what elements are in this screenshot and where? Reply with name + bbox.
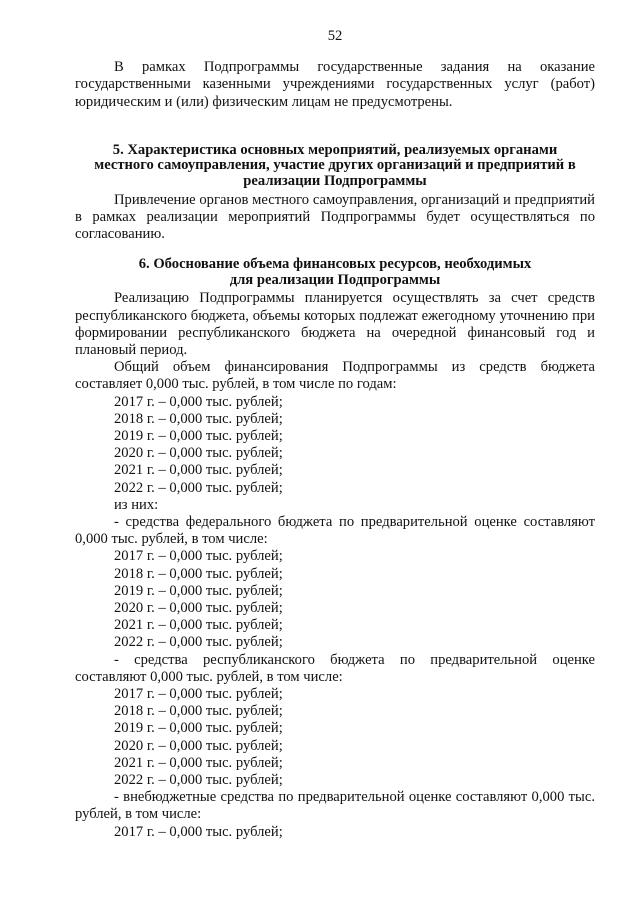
list-item: 2018 г. – 0,000 тыс. рублей; <box>114 703 283 720</box>
list-item: 2019 г. – 0,000 тыс. рублей; <box>114 428 283 445</box>
document-page <box>75 28 595 841</box>
list-item: 2020 г. – 0,000 тыс. рублей; <box>114 737 283 754</box>
republic-years-list <box>75 686 595 789</box>
list-item: 2017 г. – 0,000 тыс. рублей; <box>114 548 283 565</box>
section-5-heading-line: реализации Подпрограммы <box>243 173 427 189</box>
section-5-heading-line: 5. Характеристика основных мероприятий, реализуемых органами <box>112 141 558 158</box>
list-item: 2021 г. – 0,000 тыс. рублей; <box>114 462 283 479</box>
list-item: 2019 г. – 0,000 тыс. рублей; <box>114 582 283 599</box>
total-years-list <box>75 394 595 497</box>
page-number: 52 <box>327 28 343 44</box>
list-item: 2018 г. – 0,000 тыс. рублей; <box>114 565 283 582</box>
section-6-heading-line: для реализации Подпрограммы <box>229 271 441 288</box>
list-item: 2019 г. – 0,000 тыс. рублей; <box>114 720 283 737</box>
section-5-paragraph: Привлечение органов местного самоуправления, организаций и предприятий в рамках реализации мероприятий Подпрограммы будет осуществляться по согласованию. <box>75 191 595 242</box>
section-6-paragraph-funding-source: Реализацию Подпрограммы планируется осуществлять за счет средств республиканского бюджета, объемы которых подлежат ежегодному уточнению при формировании республиканского бюджета на очередной финансовый год и плановый период. <box>75 290 595 358</box>
list-item: 2021 г. – 0,000 тыс. рублей; <box>114 754 283 771</box>
list-item: 2017 г. – 0,000 тыс. рублей; <box>114 823 283 840</box>
intro-paragraph: В рамках Подпрограммы государственные задания на оказание государственными казенными учреждениями государственных услуг (работ) юридическим и (или) физическим лицам не предусмотрены. <box>75 59 595 110</box>
extrabudget-years-list <box>75 824 595 841</box>
list-item: 2022 г. – 0,000 тыс. рублей; <box>114 634 283 651</box>
section-5-heading-line: местного самоуправления, участие других организаций и предприятий в <box>94 157 576 174</box>
list-item: 2017 г. – 0,000 тыс. рублей; <box>114 686 283 703</box>
extrabudget-paragraph: - внебюджетные средства по предварительной оценке составляют 0,000 тыс. рублей, в том числе: <box>75 789 595 823</box>
list-item: 2022 г. – 0,000 тыс. рублей; <box>114 479 283 496</box>
list-item: 2020 г. – 0,000 тыс. рублей; <box>114 445 283 462</box>
list-item: 2017 г. – 0,000 тыс. рублей; <box>114 393 283 410</box>
list-item: 2018 г. – 0,000 тыс. рублей; <box>114 410 283 427</box>
section-6-heading-line: 6. Обоснование объема финансовых ресурсов, необходимых <box>138 256 532 273</box>
list-item: 2021 г. – 0,000 тыс. рублей; <box>114 617 283 634</box>
republic-budget-paragraph: - средства республиканского бюджета по предварительной оценке составляют 0,000 тыс. рублей, в том числе: <box>75 651 595 685</box>
list-item: 2020 г. – 0,000 тыс. рублей; <box>114 600 283 617</box>
section-6-heading <box>75 257 595 288</box>
of-them-label: из них: <box>114 496 159 513</box>
section-6-paragraph-total: Общий объем финансирования Подпрограммы из средств бюджета составляет 0,000 тыс. рублей, в том числе по годам: <box>75 359 595 393</box>
list-item: 2022 г. – 0,000 тыс. рублей; <box>114 772 283 789</box>
section-5-heading <box>75 143 595 190</box>
federal-budget-paragraph: - средства федерального бюджета по предварительной оценке составляют 0,000 тыс. рублей, в том числе: <box>75 514 595 548</box>
federal-years-list <box>75 548 595 651</box>
